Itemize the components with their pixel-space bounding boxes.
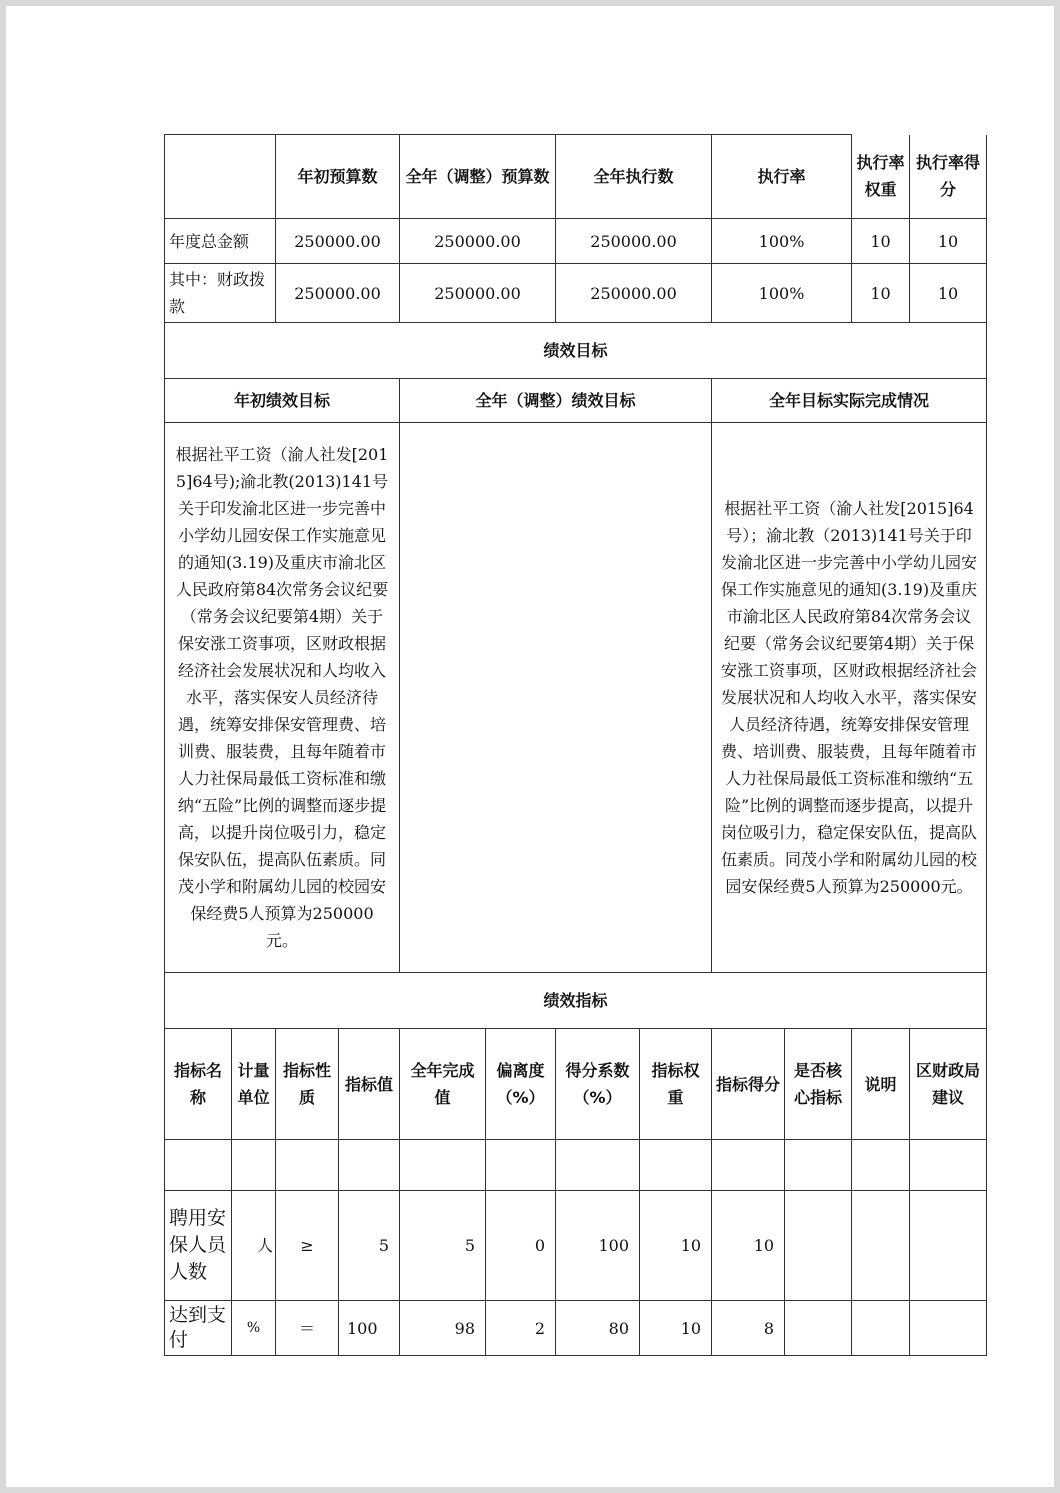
empty-cell [556,1140,640,1191]
indicators-section-row [165,973,987,1029]
indicator-advice [910,1301,987,1356]
indicator-header-deviation: 偏离度（%） [486,1029,556,1140]
indicator-empty-row [165,1140,987,1191]
performance-table [164,134,987,1356]
indicator-header-actual: 全年完成值 [400,1029,486,1140]
goals-header-adjusted: 全年（调整）绩效目标 [400,379,712,423]
empty-cell [276,1140,339,1191]
indicator-nature: ≥ [276,1191,339,1301]
indicator-core [785,1191,852,1301]
empty-cell [165,1140,232,1191]
indicator-name: 聘用安保人员人数 [165,1191,232,1301]
indicators-header-row [165,1029,987,1140]
empty-cell [785,1140,852,1191]
budget-row-total [165,219,987,264]
budget-weight-value: 10 [852,264,910,323]
indicator-header-note: 说明 [852,1029,910,1140]
budget-adjusted-value: 250000.00 [400,219,556,264]
goals-header-actual: 全年目标实际完成情况 [712,379,987,423]
empty-cell [339,1140,400,1191]
budget-header-rate: 执行率 [712,135,852,219]
indicator-row [165,1301,987,1356]
indicator-note [852,1191,910,1301]
budget-initial-value: 250000.00 [276,264,400,323]
empty-cell [400,1140,486,1191]
indicator-actual: 98 [400,1301,486,1356]
indicator-score: 10 [712,1191,785,1301]
budget-adjusted-value: 250000.00 [400,264,556,323]
empty-cell [640,1140,712,1191]
indicator-unit: 人 [232,1191,276,1301]
budget-rate-value: 100% [712,219,852,264]
goals-actual-text: 根据社平工资（渝人社发[2015]64号）；渝北教（2013)141号关于印发渝北区进一步完善中小学幼儿园安保工作实施意见的通知(3.19)及重庆市渝北区人民政府第84次常务会议纪要（常务会议纪要第4期）关于保安涨工资事项，区财政根据经济社会发展状况和人均收入水平，落实保安人员经济待遇，统筹安排保安管理费、培训费、服装费，且每年随着市人力社保局最低工资标准和缴纳“五险”比例的调整而逐步提高，以提升岗位吸引力，稳定保安队伍，提高队伍素质。同茂小学和附属幼儿园的校园安保经费5人预算为250000元。 [712,423,987,973]
empty-cell [232,1140,276,1191]
budget-header-score: 执行率得分 [910,135,987,219]
indicator-deviation: 0 [486,1191,556,1301]
goals-section-row [165,323,987,379]
indicator-core [785,1301,852,1356]
budget-row-label: 年度总金额 [165,219,276,264]
indicator-header-advice: 区财政局建议 [910,1029,987,1140]
budget-score-value: 10 [910,264,987,323]
indicator-header-score: 指标得分 [712,1029,785,1140]
budget-header-adjusted: 全年（调整）预算数 [400,135,556,219]
indicator-unit: % [232,1301,276,1356]
budget-header-empty [165,135,276,219]
indicator-weight: 10 [640,1301,712,1356]
budget-executed-value: 250000.00 [556,264,712,323]
indicator-value: 5 [339,1191,400,1301]
goals-section-title: 绩效目标 [165,323,987,379]
budget-header-weight: 执行率权重 [852,135,910,219]
indicators-section-title: 绩效指标 [165,973,987,1029]
empty-cell [712,1140,785,1191]
indicator-weight: 10 [640,1191,712,1301]
indicator-deviation: 2 [486,1301,556,1356]
indicator-score: 8 [712,1301,785,1356]
indicator-nature: ＝ [276,1301,339,1356]
budget-row-fiscal [165,264,987,323]
goals-header-initial: 年初绩效目标 [165,379,400,423]
empty-cell [852,1140,910,1191]
budget-row-label: 其中：财政拨款 [165,264,276,323]
goals-header-row [165,379,987,423]
indicator-name: 达到支付 [165,1301,232,1356]
budget-header-initial: 年初预算数 [276,135,400,219]
indicator-row [165,1191,987,1301]
indicator-coef: 80 [556,1301,640,1356]
indicator-actual: 5 [400,1191,486,1301]
empty-cell [910,1140,987,1191]
goals-adjusted-text [400,423,712,973]
indicator-coef: 100 [556,1191,640,1301]
indicator-note [852,1301,910,1356]
indicator-header-core: 是否核心指标 [785,1029,852,1140]
indicator-advice [910,1191,987,1301]
budget-score-value: 10 [910,219,987,264]
budget-rate-value: 100% [712,264,852,323]
budget-header-row [165,135,987,219]
goals-initial-text: 根据社平工资（渝人社发[2015]64号);渝北教(2013)141号关于印发渝北区进一步完善中小学幼儿园安保工作实施意见的通知(3.19)及重庆市渝北区人民政府第84次常务会议纪要（常务会议纪要第4期）关于保安涨工资事项，区财政根据经济社会发展状况和人均收入水平，落实保安人员经济待遇，统筹安排保安管理费、培训费、服装费，且每年随着市人力社保局最低工资标准和缴纳“五险”比例的调整而逐步提高，以提升岗位吸引力，稳定保安队伍，提高队伍素质。同茂小学和附属幼儿园的校园安保经费5人预算为250000元。 [165,423,400,973]
empty-cell [486,1140,556,1191]
document-page [6,6,1054,1487]
indicator-header-value: 指标值 [339,1029,400,1140]
indicator-header-nature: 指标性质 [276,1029,339,1140]
budget-executed-value: 250000.00 [556,219,712,264]
budget-weight-value: 10 [852,219,910,264]
indicator-value: 100 [339,1301,400,1356]
goals-content-row [165,423,987,973]
indicator-header-name: 指标名称 [165,1029,232,1140]
budget-initial-value: 250000.00 [276,219,400,264]
indicator-header-unit: 计量单位 [232,1029,276,1140]
budget-header-executed: 全年执行数 [556,135,712,219]
indicator-header-weight: 指标权重 [640,1029,712,1140]
indicator-header-coef: 得分系数（%） [556,1029,640,1140]
